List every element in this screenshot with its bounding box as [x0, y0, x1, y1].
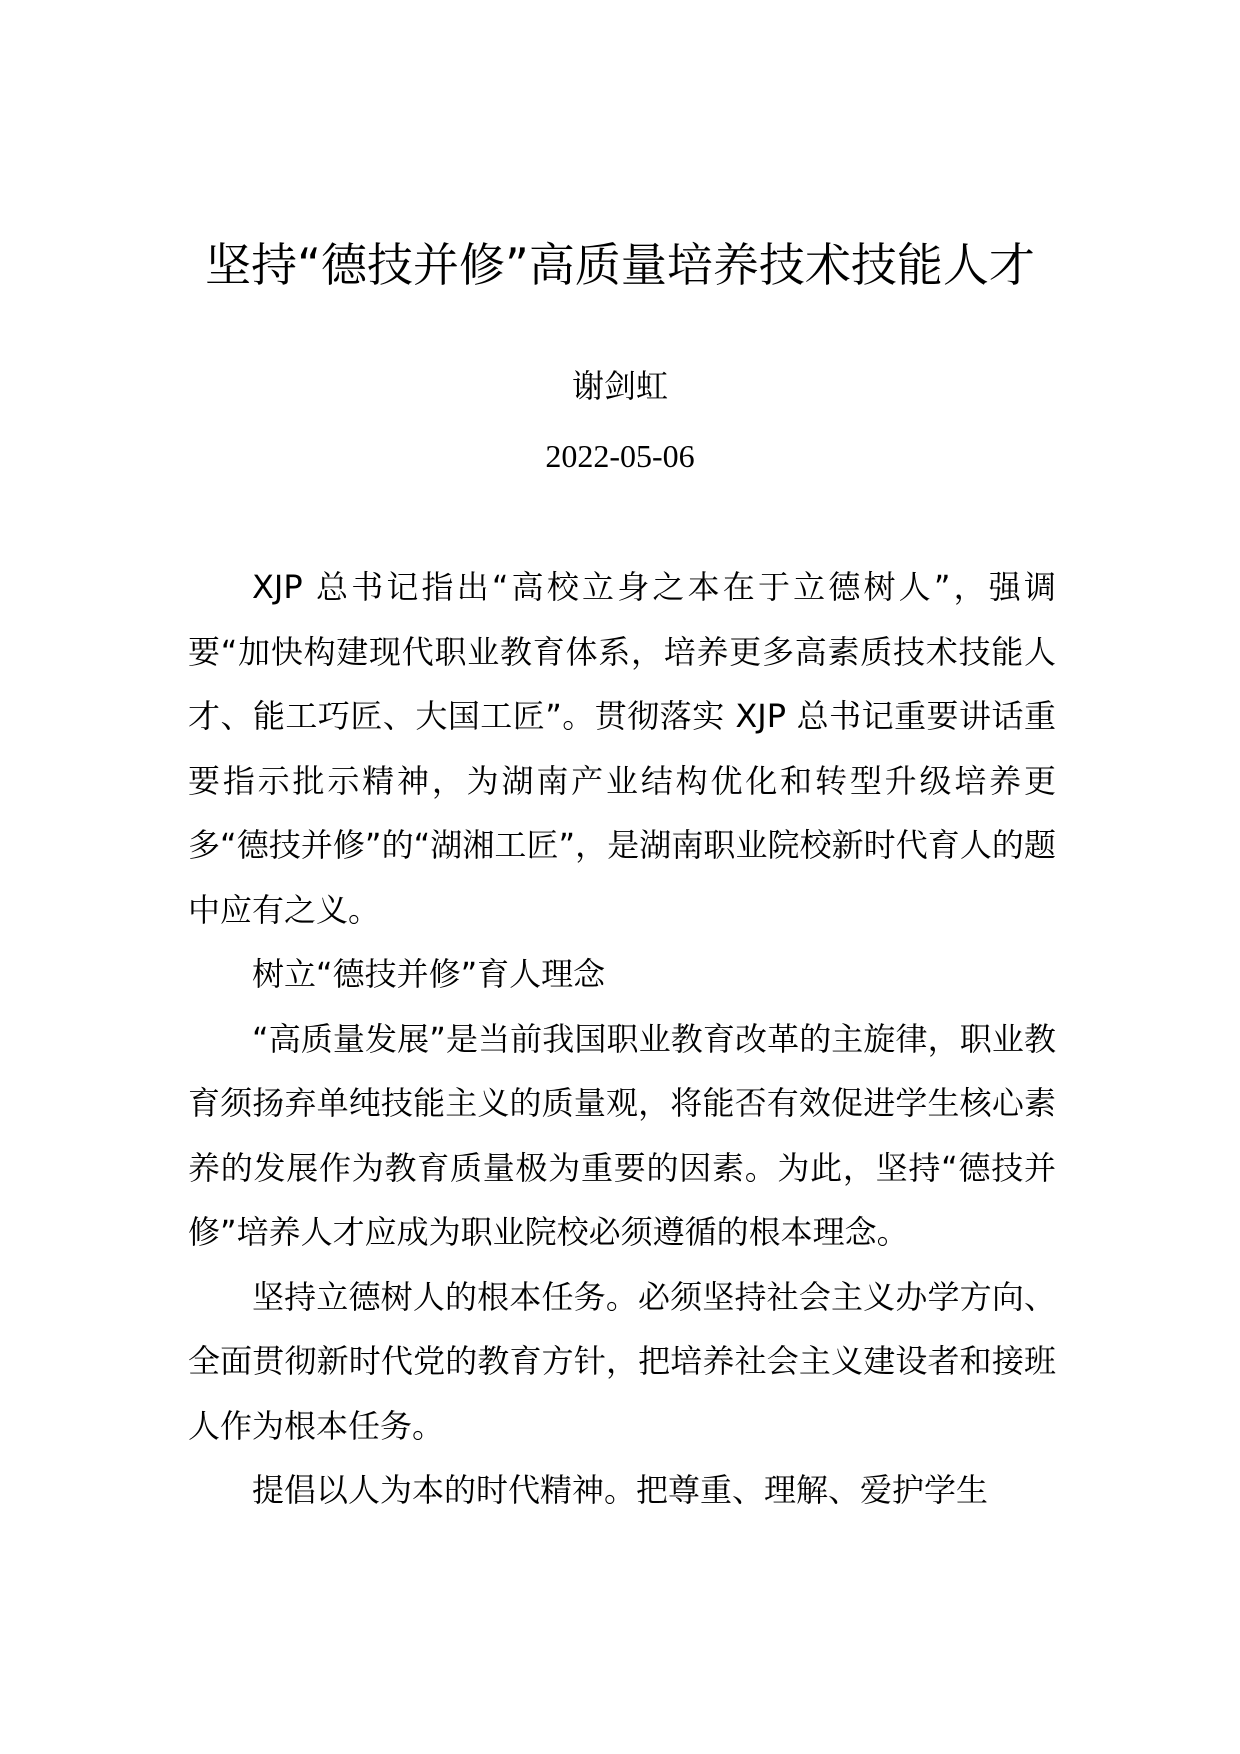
section-heading: 树立“德技并修”育人理念: [252, 955, 606, 993]
document-date: 2022-05-06: [545, 438, 695, 474]
paragraph: 提倡以人为本的时代精神。把尊重、理解、爱护学生: [252, 1471, 989, 1509]
document-author: 谢剑虹: [571, 367, 668, 405]
document-title: 坚持“德技并修”高质量培养技术技能人才: [205, 238, 1035, 292]
paragraph: “高质量发展”是当前我国职业教育改革的主旋律，职业教育须扬弃单纯技能主义的质量观，将能否有效促进学生核心素养的发展作为教育质量极为重要的因素。为此，坚持“德技并修”培养人才应成为职业院校必须遵循的根本理念。: [188, 1019, 1056, 1251]
paragraph: XJP 总书记指出“高校立身之本在于立德树人”，强调要“加快构建现代职业教育体系，培养更多高素质技术技能人才、能工巧匠、大国工匠”。贯彻落实 XJP 总书记重要讲话重要指示批示精神，为湖南产业结构优化和转型升级培养更多“德技并修”的“湖湘工匠”，是湖南职业院校新时代育人的题中应有之义。: [188, 568, 1056, 929]
document-body: [188, 555, 1056, 1523]
paragraph: 坚持立德树人的根本任务。必须坚持社会主义办学方向、全面贯彻新时代党的教育方针，把培养社会主义建设者和接班人作为根本任务。: [188, 1277, 1056, 1445]
